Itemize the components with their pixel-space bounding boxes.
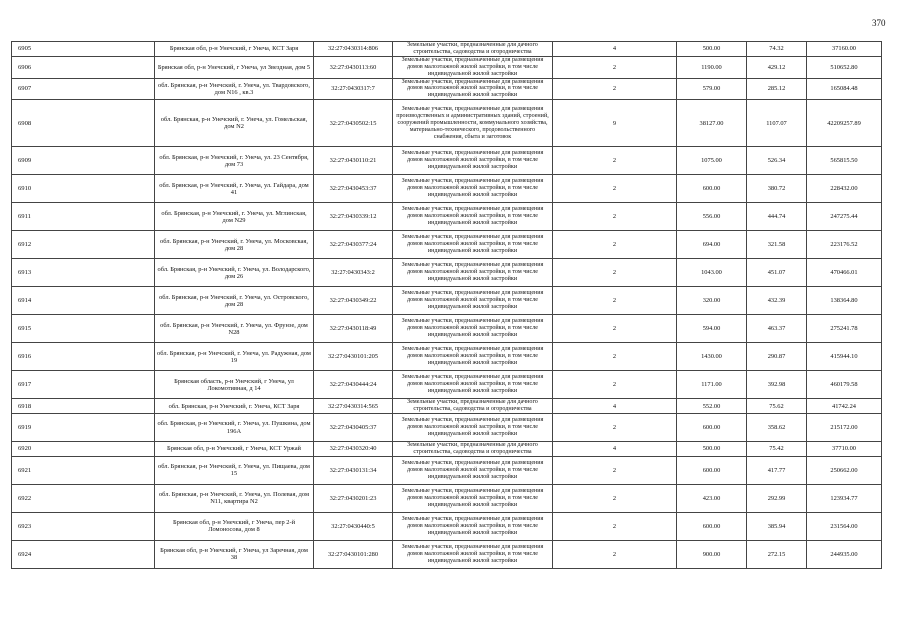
cadastral-value-cell: 37160.00 xyxy=(807,42,882,57)
land-use-cell: Земельные участки, предназначенные для дачного строительства, садоводства и огородничества xyxy=(393,399,553,414)
table-row xyxy=(12,147,882,175)
specific-value-cell: 358.62 xyxy=(747,414,807,442)
group-cell: 2 xyxy=(553,371,677,399)
area-cell: 423.00 xyxy=(677,484,747,512)
land-use-cell: Земельные участки, предназначенные для размещения домов малоэтажной жилой застройки, в том числе индивидуальной жилой застройки xyxy=(393,540,553,568)
row-number: 6906 xyxy=(12,56,155,78)
cadastral-value-cell: 215172.00 xyxy=(807,414,882,442)
table-row xyxy=(12,175,882,203)
address-cell: Брянская обл, р-н Унечский, г Унеча, ул Звездная, дом 5 xyxy=(155,56,314,78)
area-cell: 1043.00 xyxy=(677,259,747,287)
row-number: 6910 xyxy=(12,175,155,203)
address-cell: обл. Брянская, р-н Унечский, г. Унеча, ул. Гомельская, дом N2 xyxy=(155,100,314,147)
cadastral-value-cell: 165084.48 xyxy=(807,78,882,100)
table-row xyxy=(12,371,882,399)
group-cell: 2 xyxy=(553,259,677,287)
area-cell: 1430.00 xyxy=(677,343,747,371)
row-number: 6919 xyxy=(12,414,155,442)
row-number: 6913 xyxy=(12,259,155,287)
cadastral-number-cell: 32:27:0430110:21 xyxy=(314,147,393,175)
specific-value-cell: 451.07 xyxy=(747,259,807,287)
table-row xyxy=(12,456,882,484)
specific-value-cell: 74.32 xyxy=(747,42,807,57)
address-cell: обл. Брянская, р-н Унечский, г. Унеча, ул. 23 Сентября, дом 73 xyxy=(155,147,314,175)
table-row xyxy=(12,512,882,540)
cadastral-value-table xyxy=(11,41,882,569)
cadastral-number-cell: 32:27:0430314:565 xyxy=(314,399,393,414)
specific-value-cell: 380.72 xyxy=(747,175,807,203)
address-cell: обл. Брянская, р-н Унечский, г. Унеча, ул. Московская, дом 28 xyxy=(155,231,314,259)
cadastral-number-cell: 32:27:0430349:22 xyxy=(314,287,393,315)
cadastral-number-cell: 32:27:0430314:806 xyxy=(314,42,393,57)
cadastral-number-cell: 32:27:0430453:37 xyxy=(314,175,393,203)
cadastral-value-cell: 123934.77 xyxy=(807,484,882,512)
specific-value-cell: 292.99 xyxy=(747,484,807,512)
cadastral-value-cell: 250662.00 xyxy=(807,456,882,484)
area-cell: 552.00 xyxy=(677,399,747,414)
cadastral-value-cell: 231564.00 xyxy=(807,512,882,540)
table-row xyxy=(12,414,882,442)
cadastral-number-cell: 32:27:0430343:2 xyxy=(314,259,393,287)
land-use-cell: Земельные участки, предназначенные для дачного строительства, садоводства и огородничества xyxy=(393,442,553,457)
row-number: 6909 xyxy=(12,147,155,175)
area-cell: 900.00 xyxy=(677,540,747,568)
group-cell: 2 xyxy=(553,414,677,442)
address-cell: Брянская обл, р-н Унечский, г Унеча, пер 2-й Ломоносова, дом 8 xyxy=(155,512,314,540)
address-cell: обл. Брянская, р-н Унечский, г. Унеча, ул. Фрунзе, дом N28 xyxy=(155,315,314,343)
specific-value-cell: 75.62 xyxy=(747,399,807,414)
address-cell: Брянская обл, р-н Унечский, г Унеча, КСТ Заря xyxy=(155,42,314,57)
specific-value-cell: 285.12 xyxy=(747,78,807,100)
land-use-cell: Земельные участки, предназначенные для размещения домов малоэтажной жилой застройки, в том числе индивидуальной жилой застройки xyxy=(393,203,553,231)
land-use-cell: Земельные участки, предназначенные для размещения домов малоэтажной жилой застройки, в том числе индивидуальной жилой застройки xyxy=(393,512,553,540)
row-number: 6905 xyxy=(12,42,155,57)
row-number: 6908 xyxy=(12,100,155,147)
group-cell: 2 xyxy=(553,56,677,78)
table-row xyxy=(12,315,882,343)
land-use-cell: Земельные участки, предназначенные для размещения домов малоэтажной жилой застройки, в том числе индивидуальной жилой застройки xyxy=(393,456,553,484)
cadastral-value-cell: 565815.50 xyxy=(807,147,882,175)
row-number: 6911 xyxy=(12,203,155,231)
cadastral-value-cell: 138364.80 xyxy=(807,287,882,315)
land-use-cell: Земельные участки, предназначенные для размещения домов малоэтажной жилой застройки, в том числе индивидуальной жилой застройки xyxy=(393,231,553,259)
area-cell: 38127.00 xyxy=(677,100,747,147)
cadastral-value-cell: 244935.00 xyxy=(807,540,882,568)
address-cell: обл. Брянская, р-н Унечский, г. Унеча, ул. Островского, дом 28 xyxy=(155,287,314,315)
specific-value-cell: 463.37 xyxy=(747,315,807,343)
land-use-cell: Земельные участки, предназначенные для размещения домов малоэтажной жилой застройки, в том числе индивидуальной жилой застройки xyxy=(393,56,553,78)
cadastral-number-cell: 32:27:0430201:23 xyxy=(314,484,393,512)
row-number: 6912 xyxy=(12,231,155,259)
area-cell: 320.00 xyxy=(677,287,747,315)
land-use-cell: Земельные участки, предназначенные для размещения домов малоэтажной жилой застройки, в том числе индивидуальной жилой застройки xyxy=(393,259,553,287)
row-number: 6917 xyxy=(12,371,155,399)
area-cell: 694.00 xyxy=(677,231,747,259)
cadastral-value-cell: 37710.00 xyxy=(807,442,882,457)
specific-value-cell: 290.87 xyxy=(747,343,807,371)
table-row xyxy=(12,259,882,287)
row-number: 6907 xyxy=(12,78,155,100)
address-cell: Брянская область, р-н Унечский, г Унеча, ул Локомотивная, д 14 xyxy=(155,371,314,399)
cadastral-value-cell: 42209257.89 xyxy=(807,100,882,147)
cadastral-value-cell: 41742.24 xyxy=(807,399,882,414)
specific-value-cell: 526.34 xyxy=(747,147,807,175)
specific-value-cell: 444.74 xyxy=(747,203,807,231)
cadastral-number-cell: 32:27:0430118:49 xyxy=(314,315,393,343)
specific-value-cell: 1107.07 xyxy=(747,100,807,147)
group-cell: 2 xyxy=(553,343,677,371)
specific-value-cell: 385.94 xyxy=(747,512,807,540)
area-cell: 1171.00 xyxy=(677,371,747,399)
cadastral-number-cell: 32:27:0430405:37 xyxy=(314,414,393,442)
land-use-cell: Земельные участки, предназначенные для размещения производственных и административных зданий, строений, сооружений промышленности, коммунального хозяйства, материально-технического, продовольственного снабжения, сбыта и заготовок xyxy=(393,100,553,147)
land-use-cell: Земельные участки, предназначенные для размещения домов малоэтажной жилой застройки, в том числе индивидуальной жилой застройки xyxy=(393,484,553,512)
page-number: 370 xyxy=(872,18,886,28)
address-cell: обл. Брянская, р-н Унечский, г. Унеча, ул. Мглинская, дом N29 xyxy=(155,203,314,231)
table-row xyxy=(12,287,882,315)
cadastral-value-cell: 275241.78 xyxy=(807,315,882,343)
table-row xyxy=(12,100,882,147)
land-use-cell: Земельные участки, предназначенные для размещения домов малоэтажной жилой застройки, в том числе индивидуальной жилой застройки xyxy=(393,78,553,100)
specific-value-cell: 75.42 xyxy=(747,442,807,457)
area-cell: 600.00 xyxy=(677,456,747,484)
cadastral-value-cell: 415944.10 xyxy=(807,343,882,371)
specific-value-cell: 432.39 xyxy=(747,287,807,315)
address-cell: обл. Брянская, р-н Унечский, г. Унеча, КСТ Заря xyxy=(155,399,314,414)
group-cell: 2 xyxy=(553,147,677,175)
address-cell: обл. Брянская, р-н Унечский, г. Унеча, ул. Володарского, дом 26 xyxy=(155,259,314,287)
group-cell: 2 xyxy=(553,456,677,484)
row-number: 6916 xyxy=(12,343,155,371)
area-cell: 500.00 xyxy=(677,442,747,457)
cadastral-value-cell: 510652.80 xyxy=(807,56,882,78)
table-row xyxy=(12,231,882,259)
group-cell: 4 xyxy=(553,399,677,414)
cadastral-number-cell: 32:27:0430444:24 xyxy=(314,371,393,399)
area-cell: 556.00 xyxy=(677,203,747,231)
area-cell: 600.00 xyxy=(677,512,747,540)
cadastral-number-cell: 32:27:0430113:60 xyxy=(314,56,393,78)
specific-value-cell: 429.12 xyxy=(747,56,807,78)
table-body xyxy=(12,42,882,569)
land-use-cell: Земельные участки, предназначенные для размещения домов малоэтажной жилой застройки, в том числе индивидуальной жилой застройки xyxy=(393,315,553,343)
land-use-cell: Земельные участки, предназначенные для размещения домов малоэтажной жилой застройки, в том числе индивидуальной жилой застройки xyxy=(393,147,553,175)
group-cell: 2 xyxy=(553,203,677,231)
area-cell: 1190.00 xyxy=(677,56,747,78)
area-cell: 600.00 xyxy=(677,414,747,442)
table-row xyxy=(12,203,882,231)
cadastral-number-cell: 32:27:0430131:34 xyxy=(314,456,393,484)
row-number: 6915 xyxy=(12,315,155,343)
group-cell: 2 xyxy=(553,175,677,203)
area-cell: 600.00 xyxy=(677,175,747,203)
row-number: 6921 xyxy=(12,456,155,484)
table-row xyxy=(12,56,882,78)
land-use-cell: Земельные участки, предназначенные для дачного строительства, садоводства и огородничества xyxy=(393,42,553,57)
row-number: 6922 xyxy=(12,484,155,512)
group-cell: 2 xyxy=(553,287,677,315)
group-cell: 9 xyxy=(553,100,677,147)
table-row xyxy=(12,78,882,100)
land-use-cell: Земельные участки, предназначенные для размещения домов малоэтажной жилой застройки, в том числе индивидуальной жилой застройки xyxy=(393,175,553,203)
cadastral-value-cell: 460179.58 xyxy=(807,371,882,399)
area-cell: 500.00 xyxy=(677,42,747,57)
group-cell: 2 xyxy=(553,484,677,512)
cadastral-value-cell: 223176.52 xyxy=(807,231,882,259)
specific-value-cell: 392.98 xyxy=(747,371,807,399)
cadastral-number-cell: 32:27:0430440:5 xyxy=(314,512,393,540)
group-cell: 4 xyxy=(553,442,677,457)
address-cell: обл. Брянская, р-н Унечский, г. Унеча, ул. Твардовского, дом N16 , кв.3 xyxy=(155,78,314,100)
address-cell: Брянская обл, р-н Унечский, г Унеча, КСТ Уржай xyxy=(155,442,314,457)
table-row xyxy=(12,42,882,57)
cadastral-number-cell: 32:27:0430101:280 xyxy=(314,540,393,568)
group-cell: 2 xyxy=(553,78,677,100)
land-use-cell: Земельные участки, предназначенные для размещения домов малоэтажной жилой застройки, в том числе индивидуальной жилой застройки xyxy=(393,343,553,371)
row-number: 6914 xyxy=(12,287,155,315)
address-cell: обл. Брянская, р-н Унечский, г. Унеча, ул. Пищаева, дом 15 xyxy=(155,456,314,484)
area-cell: 594.00 xyxy=(677,315,747,343)
specific-value-cell: 272.15 xyxy=(747,540,807,568)
table-row xyxy=(12,442,882,457)
group-cell: 2 xyxy=(553,315,677,343)
address-cell: Брянская обл, р-н Унечский, г Унеча, ул Заречная, дом 38 xyxy=(155,540,314,568)
specific-value-cell: 321.58 xyxy=(747,231,807,259)
area-cell: 1075.00 xyxy=(677,147,747,175)
row-number: 6923 xyxy=(12,512,155,540)
cadastral-value-cell: 247275.44 xyxy=(807,203,882,231)
land-use-cell: Земельные участки, предназначенные для размещения домов малоэтажной жилой застройки, в том числе индивидуальной жилой застройки xyxy=(393,414,553,442)
cadastral-value-cell: 228432.00 xyxy=(807,175,882,203)
group-cell: 2 xyxy=(553,231,677,259)
row-number: 6920 xyxy=(12,442,155,457)
row-number: 6924 xyxy=(12,540,155,568)
land-use-cell: Земельные участки, предназначенные для размещения домов малоэтажной жилой застройки, в том числе индивидуальной жилой застройки xyxy=(393,287,553,315)
row-number: 6918 xyxy=(12,399,155,414)
group-cell: 2 xyxy=(553,540,677,568)
specific-value-cell: 417.77 xyxy=(747,456,807,484)
cadastral-number-cell: 32:27:0430502:15 xyxy=(314,100,393,147)
table-row xyxy=(12,343,882,371)
address-cell: обл. Брянская, р-н Унечский, г. Унеча, ул. Полевая, дом N11, квартира N2 xyxy=(155,484,314,512)
land-use-cell: Земельные участки, предназначенные для размещения домов малоэтажной жилой застройки, в том числе индивидуальной жилой застройки xyxy=(393,371,553,399)
table-row xyxy=(12,540,882,568)
cadastral-number-cell: 32:27:0430377:24 xyxy=(314,231,393,259)
address-cell: обл. Брянская, р-н Унечский, г. Унеча, ул. Гайдара, дом 41 xyxy=(155,175,314,203)
cadastral-number-cell: 32:27:0430101:205 xyxy=(314,343,393,371)
cadastral-number-cell: 32:27:0430317:7 xyxy=(314,78,393,100)
group-cell: 2 xyxy=(553,512,677,540)
address-cell: обл. Брянская, р-н Унечский, г. Унеча, ул. Радужная, дом 19 xyxy=(155,343,314,371)
address-cell: обл. Брянская, р-н Унечский, г. Унеча, ул. Пушкина, дом 196А xyxy=(155,414,314,442)
cadastral-number-cell: 32:27:0430320:40 xyxy=(314,442,393,457)
group-cell: 4 xyxy=(553,42,677,57)
cadastral-number-cell: 32:27:0430339:12 xyxy=(314,203,393,231)
table-row xyxy=(12,399,882,414)
area-cell: 579.00 xyxy=(677,78,747,100)
cadastral-value-cell: 470466.01 xyxy=(807,259,882,287)
table-row xyxy=(12,484,882,512)
